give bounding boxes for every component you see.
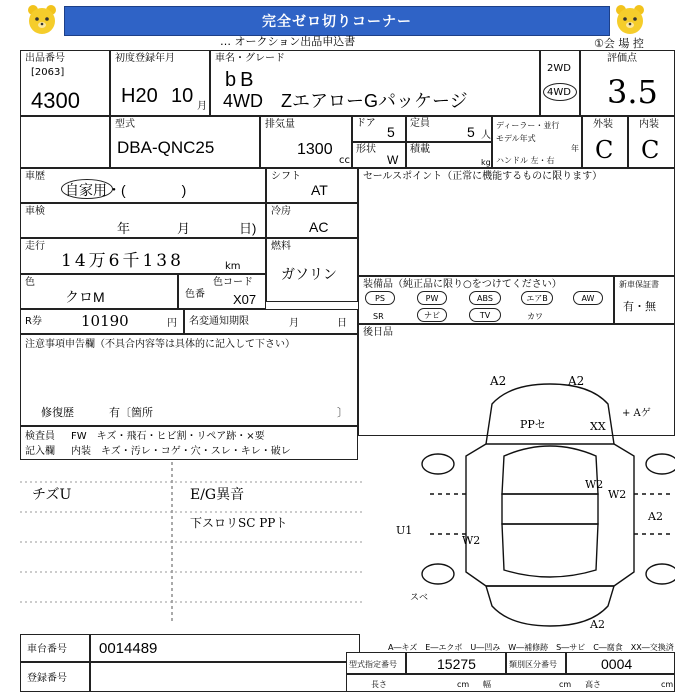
bear-mascot-icon <box>24 2 60 38</box>
color-cell: 色 クロM <box>20 274 178 309</box>
damage-legend: A―キズ E―エクボ U―凹み W―補修跡 S―サビ C―腐食 XX―交換済 <box>388 643 674 652</box>
auction-sheet <box>20 35 675 694</box>
damage-mark: スベ <box>410 593 429 603</box>
use-cell: 車歴 自家用・( ) <box>20 168 266 203</box>
registration-value-cell <box>90 662 360 692</box>
exterior-grade: C <box>595 136 614 164</box>
type-designation-value-cell: 15275 <box>406 652 506 674</box>
damage-mark: XX <box>590 420 606 433</box>
remark-c: 下スロリSC PPト <box>190 516 288 530</box>
mileage-value: 14万6千138 <box>61 251 184 271</box>
interior-grade: C <box>641 136 660 164</box>
remark-b: E/G異音 <box>190 487 245 503</box>
damage-mark: A2 <box>568 374 585 388</box>
mileage-cell: 走行 14万6千138 km <box>20 238 266 274</box>
chassis-value-cell <box>90 634 360 662</box>
venue-copy-label: ①会 場 控 <box>594 37 644 50</box>
load-cell: 積載 kg <box>406 142 492 168</box>
car-name-cell: 車名・グレード bB 4WD ZエアローGパッケージ <box>210 50 540 116</box>
damage-mark: W2 <box>462 534 481 547</box>
registration-label-cell: 登録番号 <box>20 662 90 692</box>
inspector-cell: 検査員 記入欄 FW キズ・飛石・ヒビ割・リペア跡・×要 内装 キズ・汚レ・コゲ・穴・スレ・キレ・破レ <box>20 426 358 460</box>
exterior-grade-cell: 外装 C <box>582 116 628 168</box>
rating-cell: 評価点 3.5 <box>580 50 675 116</box>
type-designation-label-cell: 型式指定番号 <box>346 652 406 674</box>
damage-mark: A2 <box>648 510 663 523</box>
first-registration-cell: 初度登録年月 H20 10 月 <box>110 50 210 116</box>
drive-cell: 2WD 4WD <box>540 50 580 116</box>
interior-grade-cell: 内装 C <box>628 116 675 168</box>
inspection-cell: 車検 年 月 日) <box>20 203 266 238</box>
lot-cell: 出品番号 [2063] 4300 <box>20 50 110 116</box>
model-code: DBA-QNC25 <box>117 138 215 157</box>
chassis-number: 0014489 <box>99 640 158 657</box>
chassis-label-cell: 車台番号 <box>20 634 90 662</box>
bear-mascot-icon <box>612 2 648 38</box>
dimensions-cell: 長さ cm 幅 cm 高さ cm <box>346 674 675 692</box>
back-seat-cell: 後日品 <box>358 324 675 436</box>
color-code-cell: 色番 色コード X07 <box>178 274 266 309</box>
warranty-cell: 新車保証書 有・無 <box>614 276 675 324</box>
aircon-cell: 冷房 AC <box>266 203 358 238</box>
car-grade: 4WD ZエアローGパッケージ <box>223 91 468 111</box>
class-no-label-cell: 類別区分番号 <box>506 652 566 674</box>
car-name: bB <box>225 69 258 91</box>
notes-cell: 注意事項申告欄（不具合内容等は具体的に記入して下さい） 修復歴 有〔箇所 〕 <box>20 334 358 426</box>
fuel-cell: 燃料 ガソリン <box>266 238 358 302</box>
damage-mark: A2 <box>590 618 605 631</box>
remark-a: チズU <box>32 487 72 503</box>
damage-mark: W2 <box>608 488 627 501</box>
displacement-cell: 排気量 1300 cc <box>260 116 352 168</box>
equipment-cell: 装備品（純正品に限り○をつけてください） PS PW ABS エアB AW SR ナビ TV カワ <box>358 276 614 324</box>
sales-point-cell: セールスポイント（正常に機能するものに限ります） <box>358 168 675 276</box>
r-ticket-cell: R券 10190 円 <box>20 309 184 334</box>
banner-title: 完全ゼロ切りコーナー <box>64 6 610 36</box>
damage-mark: + Aゲ <box>622 408 651 419</box>
damage-mark: A2 <box>490 374 507 388</box>
class-no-value-cell: 0004 <box>566 652 675 674</box>
damage-mark: U1 <box>396 524 413 537</box>
doors-cell: ドア 5 <box>352 116 406 142</box>
damage-mark: W2 <box>585 478 604 491</box>
remark-grid <box>20 462 365 627</box>
dealer-cell: ディーラー・並行 モデル年式 年 ハンドル 左・右 <box>492 116 582 168</box>
shift-cell: シフト AT <box>266 168 358 203</box>
capacity-cell: 定員 5 人 <box>406 116 492 142</box>
tax-notice-cell: 名変通知期限 月 日 <box>184 309 358 334</box>
lot-lower-cell <box>20 116 110 168</box>
shape-cell: 形状 W <box>352 142 406 168</box>
form-title: … オークション出品申込書 <box>220 35 356 48</box>
damage-mark: PPセ <box>520 418 546 431</box>
r-ticket-value: 10190 <box>81 312 129 330</box>
model-cell: 型式 DBA-QNC25 <box>110 116 260 168</box>
rating-value: 3.5 <box>607 73 658 111</box>
lot-number: 4300 <box>31 88 80 113</box>
